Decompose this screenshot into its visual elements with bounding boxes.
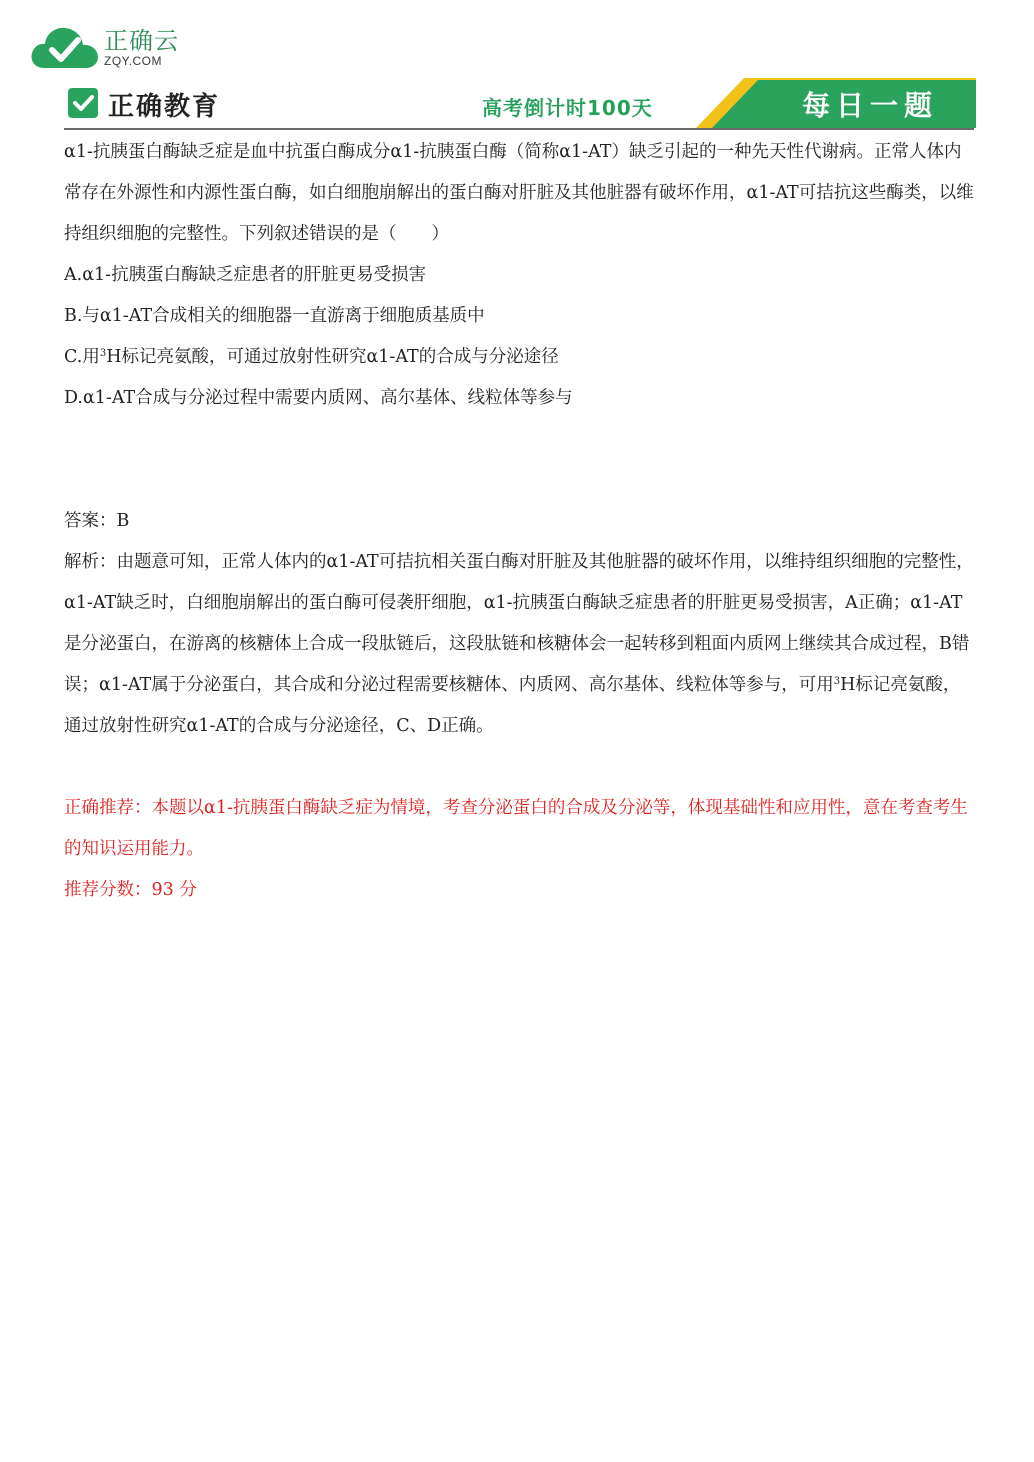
brand-name-cn: 正确云: [104, 27, 179, 55]
option-c-superscript: 3: [99, 348, 107, 359]
analysis-superscript: 3: [833, 676, 841, 687]
countdown-label: 高考倒计时100天: [482, 96, 653, 120]
question-content: [64, 132, 974, 911]
zqy-logo: [30, 22, 190, 74]
question-stem: α1-抗胰蛋白酶缺乏症是血中抗蛋白酶成分α1-抗胰蛋白酶（简称α1-AT）缺乏引起的一种先天性代谢病。正常人体内常存在外源性和内源性蛋白酶，如白细胞崩解出的蛋白酶对肝脏及其他脏器有破坏作用，α1-AT可拮抗这些酶类，以维持组织细胞的完整性。下列叙述错误的是（ ）: [64, 142, 974, 244]
recommend-text: 正确推荐：本题以α1-抗胰蛋白酶缺乏症为情境，考查分泌蛋白的合成及分泌等，体现基础性和应用性，意在考查考生的知识运用能力。: [64, 798, 968, 859]
option-c: [64, 337, 974, 378]
page-header: [64, 76, 974, 130]
option-d: D.α1-AT合成与分泌过程中需要内质网、高尔基体、线粒体等参与: [64, 388, 573, 408]
option-c-prefix: C.用: [64, 347, 100, 367]
daily-question-title: 每日一题: [801, 89, 938, 122]
recommend-score: 推荐分数：93 分: [64, 880, 197, 900]
brand-name-en: ZQY.COM: [104, 54, 162, 68]
check-icon: [68, 88, 98, 118]
cloud-check-icon: [30, 22, 100, 72]
header-divider: [64, 128, 974, 130]
edu-title: 正确教育: [108, 92, 221, 122]
analysis-prefix: 解析：由题意可知，正常人体内的α1-AT可拮抗相关蛋白酶对肝脏及其他脏器的破坏作用，以维持组织细胞的完整性，α1-AT缺乏时，白细胞崩解出的蛋白酶可侵袭肝细胞，α1-抗胰蛋白酶缺乏症患者的肝脏更易受损害，A正确；α1-AT是分泌蛋白，在游离的核糖体上合成一段肽链后，这段肽链和核糖体会一起转移到粗面内质网上继续其合成过程，B错误；α1-AT属于分泌蛋白，其合成和分泌过程需要核糖体、内质网、高尔基体、线粒体等参与，可用: [64, 552, 974, 695]
answer-analysis: [64, 542, 974, 747]
option-a: A.α1-抗胰蛋白酶缺乏症患者的肝脏更易受损害: [64, 265, 427, 285]
analysis-suffix: H标记亮氨酸，通过放射性研究α1-AT的合成与分泌途径，C、D正确。: [64, 675, 961, 736]
option-b: B.与α1-AT合成相关的细胞器一直游离于细胞质基质中: [64, 306, 485, 326]
option-c-suffix: H标记亮氨酸，可通过放射性研究α1-AT的合成与分泌途径: [106, 347, 559, 367]
answer-label: 答案：B: [64, 511, 130, 531]
